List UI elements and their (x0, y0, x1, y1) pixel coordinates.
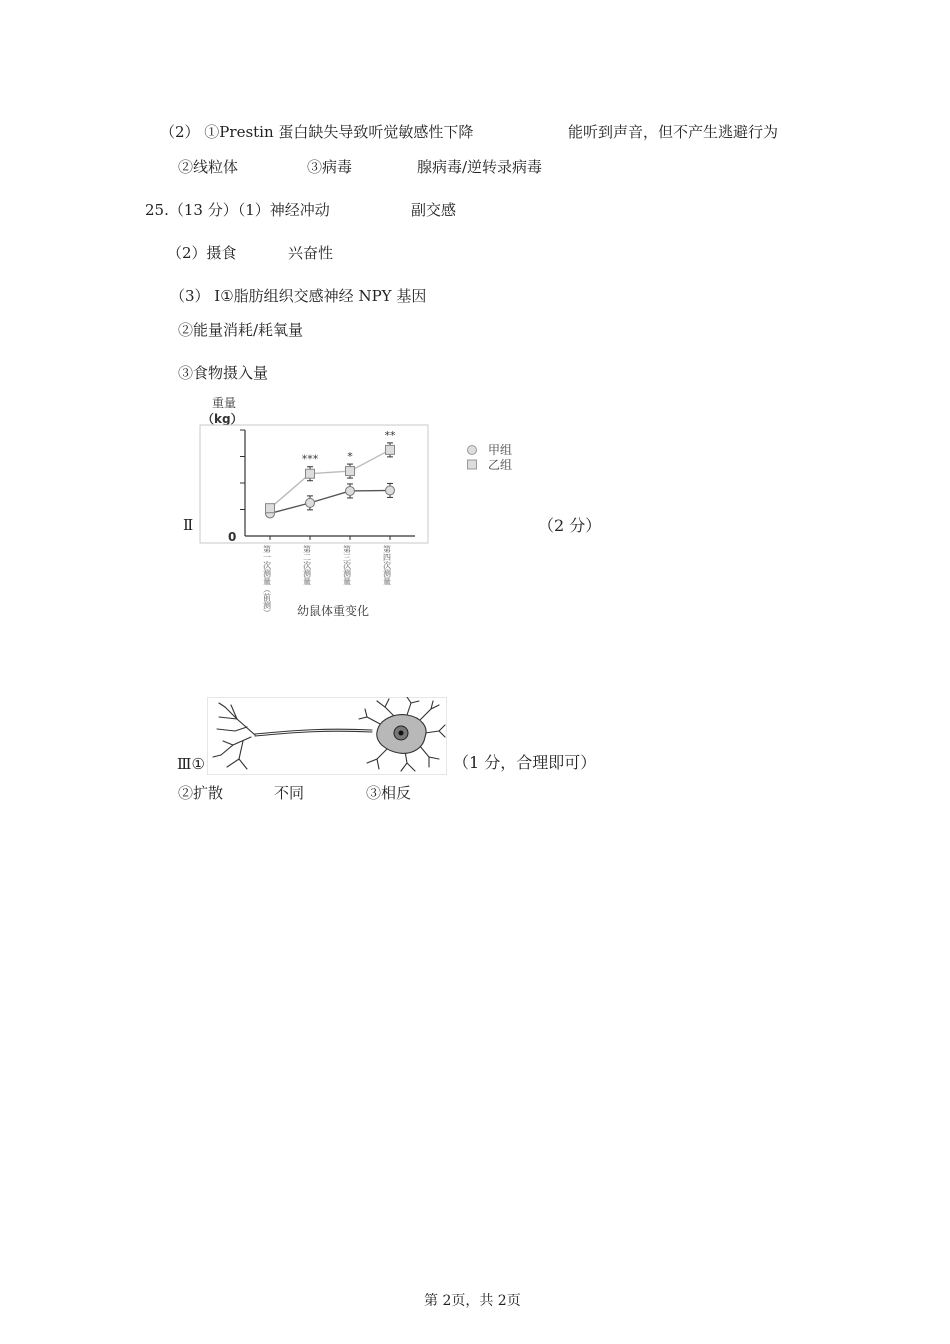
y-axis-label-1: 重量 (212, 396, 237, 410)
significance-label: *** (301, 452, 319, 466)
x-tick-label: 第一次测量（前测） (262, 545, 272, 617)
data-point-yi (346, 467, 355, 476)
series-line-2 (270, 450, 390, 508)
answer-virus: ③病毒 (307, 158, 353, 176)
chart-caption: 幼鼠体重变化 (297, 604, 370, 618)
significance-label: ** (384, 428, 396, 442)
roman-two-label: Ⅱ (183, 516, 194, 534)
data-point-jia (346, 486, 355, 495)
x-tick-label: 第三次测量 (342, 545, 352, 585)
answer-25-3-ii: ②能量消耗/耗氧量 (178, 321, 304, 339)
legend-marker-yi (468, 460, 477, 469)
x-tick-label: 第二次测量 (302, 545, 312, 585)
answer-virus-type: 腺病毒/逆转录病毒 (417, 158, 543, 176)
weight-chart (190, 395, 570, 625)
answer-parasympathetic: 副交感 (411, 201, 457, 219)
data-point-yi (386, 445, 395, 454)
answer-2-part-b: 能听到声音，但不产生逃避行为 (568, 123, 779, 141)
roman-three-label: Ⅲ① (177, 755, 205, 773)
x-tick-label: 第四次测量 (382, 545, 392, 585)
data-point-jia (306, 498, 315, 507)
data-point-yi (306, 469, 315, 478)
origin-label: 0 (228, 530, 237, 544)
legend (468, 443, 513, 472)
question-25-header: 25.（13 分）（1）神经冲动 (145, 201, 330, 219)
legend-marker-jia (468, 446, 477, 455)
answer-diffusion: ②扩散 (178, 784, 224, 802)
y-axis-label-2: （kg） (202, 412, 243, 426)
answer-opposite: ③相反 (366, 784, 412, 802)
answer-25-2-a: （2）摄食 (167, 244, 237, 262)
legend-label-jia: 甲组 (488, 443, 513, 457)
data-point-yi (266, 504, 275, 513)
answer-mitochondria: ②线粒体 (178, 158, 239, 176)
answer-different: 不同 (274, 784, 305, 802)
plot-frame (200, 425, 428, 543)
page-footer: 第 2页，共 2页 (424, 1293, 521, 1309)
legend-label-yi: 乙组 (488, 458, 513, 472)
series-line-1 (270, 490, 390, 513)
significance-label: * (347, 450, 353, 464)
answer-2-part-a: （2） ①Prestin 蛋白缺失导致听觉敏感性下降 (160, 123, 474, 141)
score-two-points: （2 分） (538, 516, 602, 535)
neuron-icon (207, 697, 447, 775)
score-one-point: （1 分，合理即可） (453, 753, 597, 772)
answer-25-3-iii: ③食物摄入量 (178, 364, 269, 382)
answer-25-2-b: 兴奋性 (288, 244, 334, 262)
answer-25-3-i: （3） Ⅰ①脂肪组织交感神经 NPY 基因 (170, 287, 427, 305)
data-point-jia (386, 486, 395, 495)
